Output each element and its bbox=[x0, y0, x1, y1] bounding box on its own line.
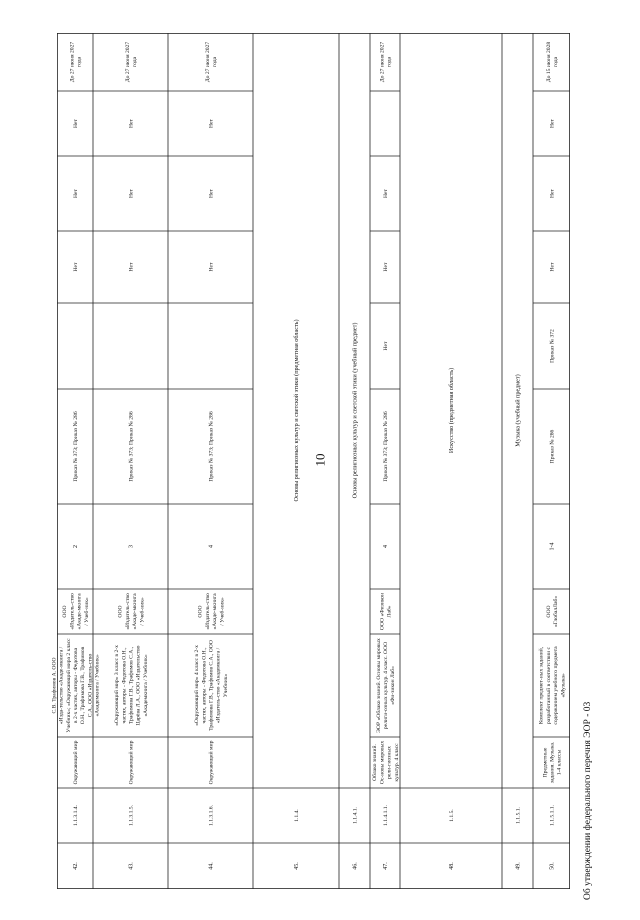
cell-order: Приказ № 286 bbox=[549, 429, 556, 464]
cell-order: Приказ № 373; Приказ № 286 bbox=[208, 411, 215, 482]
cell-publisher: ООО «ФизиконЛаб» bbox=[379, 592, 393, 631]
cell-code: 1.1.3.1.5. bbox=[128, 805, 135, 826]
cell-num: 42. bbox=[73, 862, 80, 870]
cell-name: «Окружающий мир» 4 класс в 2-хчастях, авторы - Федотова О.Н.,Трафимова Г.В., Трафимов С.А., ООО«Издатель-ство «Академкнига /Учебник» bbox=[194, 640, 229, 731]
cell-c4: Нет bbox=[208, 119, 215, 128]
section-title: Основы религиозных культур и светской этики (учебный предмет) bbox=[351, 322, 359, 499]
row-code: 1.1.5.1. bbox=[515, 807, 522, 824]
cell-c3: Нет bbox=[382, 189, 389, 198]
cell-grade: 1-4 bbox=[549, 542, 556, 551]
cell-order: Приказ № 373; Приказ № 286 bbox=[382, 411, 389, 482]
cell-deadline: До 27 июня 2027года bbox=[204, 41, 219, 83]
cell-num: 43. bbox=[128, 862, 135, 870]
page-number: 10 bbox=[312, 453, 327, 467]
cell-c2: Нет bbox=[382, 262, 389, 272]
cell-name: ЭОР «Облако знаний. Основы мировыхрелиги-озных культур. 4 класс. ООО«Фи-зикон Лаб» bbox=[375, 638, 397, 733]
cell-subject: Окружающий мир bbox=[208, 740, 215, 785]
row-number: 49. bbox=[515, 862, 522, 870]
cell-c2: Нет bbox=[208, 262, 215, 272]
cell-order: Приказ № 373; Приказ № 286 bbox=[128, 411, 135, 482]
row-code: 1.1.5. bbox=[448, 809, 455, 822]
cell-grade: 4 bbox=[383, 545, 390, 548]
cell-c4: Нет bbox=[128, 119, 135, 128]
cell-publisher: ООО«Издатель-ство«Акаде-мкнига/ Учеб-ник» bbox=[62, 593, 90, 630]
cell-subject: Облако знаний.Ос-новы мировыхрели-гиозныхкультур. 4 класс bbox=[372, 740, 400, 785]
document-table bbox=[51, 33, 570, 889]
row-code: 1.1.4.1. bbox=[352, 807, 359, 824]
cell-c2: Нет bbox=[549, 262, 556, 272]
section-title: Основы религиозных культур и светской этики (предметная область) bbox=[293, 319, 301, 502]
row-number: 48. bbox=[449, 862, 456, 870]
cell-c2: Нет bbox=[128, 262, 135, 272]
cell-grade: 2 bbox=[73, 545, 80, 548]
row-number: 45. bbox=[294, 862, 301, 870]
cell-c3: Нет bbox=[208, 189, 215, 198]
cell-num: 44. bbox=[208, 862, 215, 870]
cell-c4: Нет bbox=[549, 119, 556, 128]
cell-publisher: ООО«ГлобалЛаб» bbox=[545, 595, 560, 628]
cell-grade: 4 bbox=[208, 545, 215, 548]
cell-name: Комплект предмет-ных заданий,разработанный в соответствии ссодержанием учебного предмета«Музыка» bbox=[538, 646, 567, 725]
cell-c3: Нет bbox=[72, 189, 79, 198]
cell-c1: Нет bbox=[382, 341, 389, 351]
cell-c2: Нет bbox=[72, 262, 79, 272]
cell-name: «Окружающий мир» 3 класс в 2-хчастях, авторы - Федотова О.Н.,Трафимова Г.В., Трафимов С.А.,Царёва Л.А., ООО «Издательство«Академкнига / Учебник» bbox=[114, 645, 149, 726]
cell-code: 1.1.4.1.1. bbox=[382, 805, 389, 826]
cell-order: Приказ № 373; Приказ № 286 bbox=[72, 411, 79, 482]
cell-subject: Предметныезадания. Музыка.1-4 классы bbox=[542, 741, 563, 784]
cell-num: 47. bbox=[383, 862, 390, 870]
section-title: Музыка (учебный предмет) bbox=[514, 374, 522, 447]
cell-subject: Окружающий мир bbox=[72, 740, 79, 785]
row-code: 1.1.4. bbox=[293, 809, 300, 822]
cell-code: 1.1.3.1.4. bbox=[72, 805, 79, 826]
cell-publisher: ООО«Издатель-ство«Акаде-мкнига/ Учеб-ник» bbox=[117, 593, 146, 630]
cell-c4: Нет bbox=[72, 119, 79, 128]
cell-publisher: ООО«Издатель-ство«Акаде-мкнига/ Учеб-ник» bbox=[197, 593, 226, 630]
cell-deadline: До 15 июня 2028года bbox=[545, 41, 560, 83]
cell-code: 1.1.5.1.1. bbox=[549, 805, 556, 826]
cell-deadline: До 27 июня 2027года bbox=[124, 41, 139, 83]
cell-num: 50. bbox=[549, 862, 556, 870]
cell-code: 1.1.3.1.6. bbox=[208, 805, 215, 826]
section-title: Искусство (предметная область) bbox=[448, 367, 456, 454]
cell-c3: Нет bbox=[549, 189, 556, 198]
cell-grade: 3 bbox=[128, 545, 135, 548]
cell-name: С.В. Трафимов А. ООО«Изда-тельство «Акаде-мкнига /Учебник»; «Окружающий мира 2 классв 2-х частях, авторы - ФедотоваО.Н., Трафимова Г.В., ТрафимовС.А., ООО «Издатель-ство«Академкнига / Учебник» bbox=[51, 638, 101, 733]
cell-deadline: До 27 июня 2027года bbox=[69, 41, 83, 83]
cell-deadline: До 27 июня 2027года bbox=[379, 41, 393, 83]
cell-subject: Окружающий мир bbox=[128, 740, 135, 785]
cell-c3: Нет bbox=[128, 189, 135, 198]
cell-c1: Приказ № 372 bbox=[549, 329, 556, 363]
row-number: 46. bbox=[352, 862, 359, 870]
